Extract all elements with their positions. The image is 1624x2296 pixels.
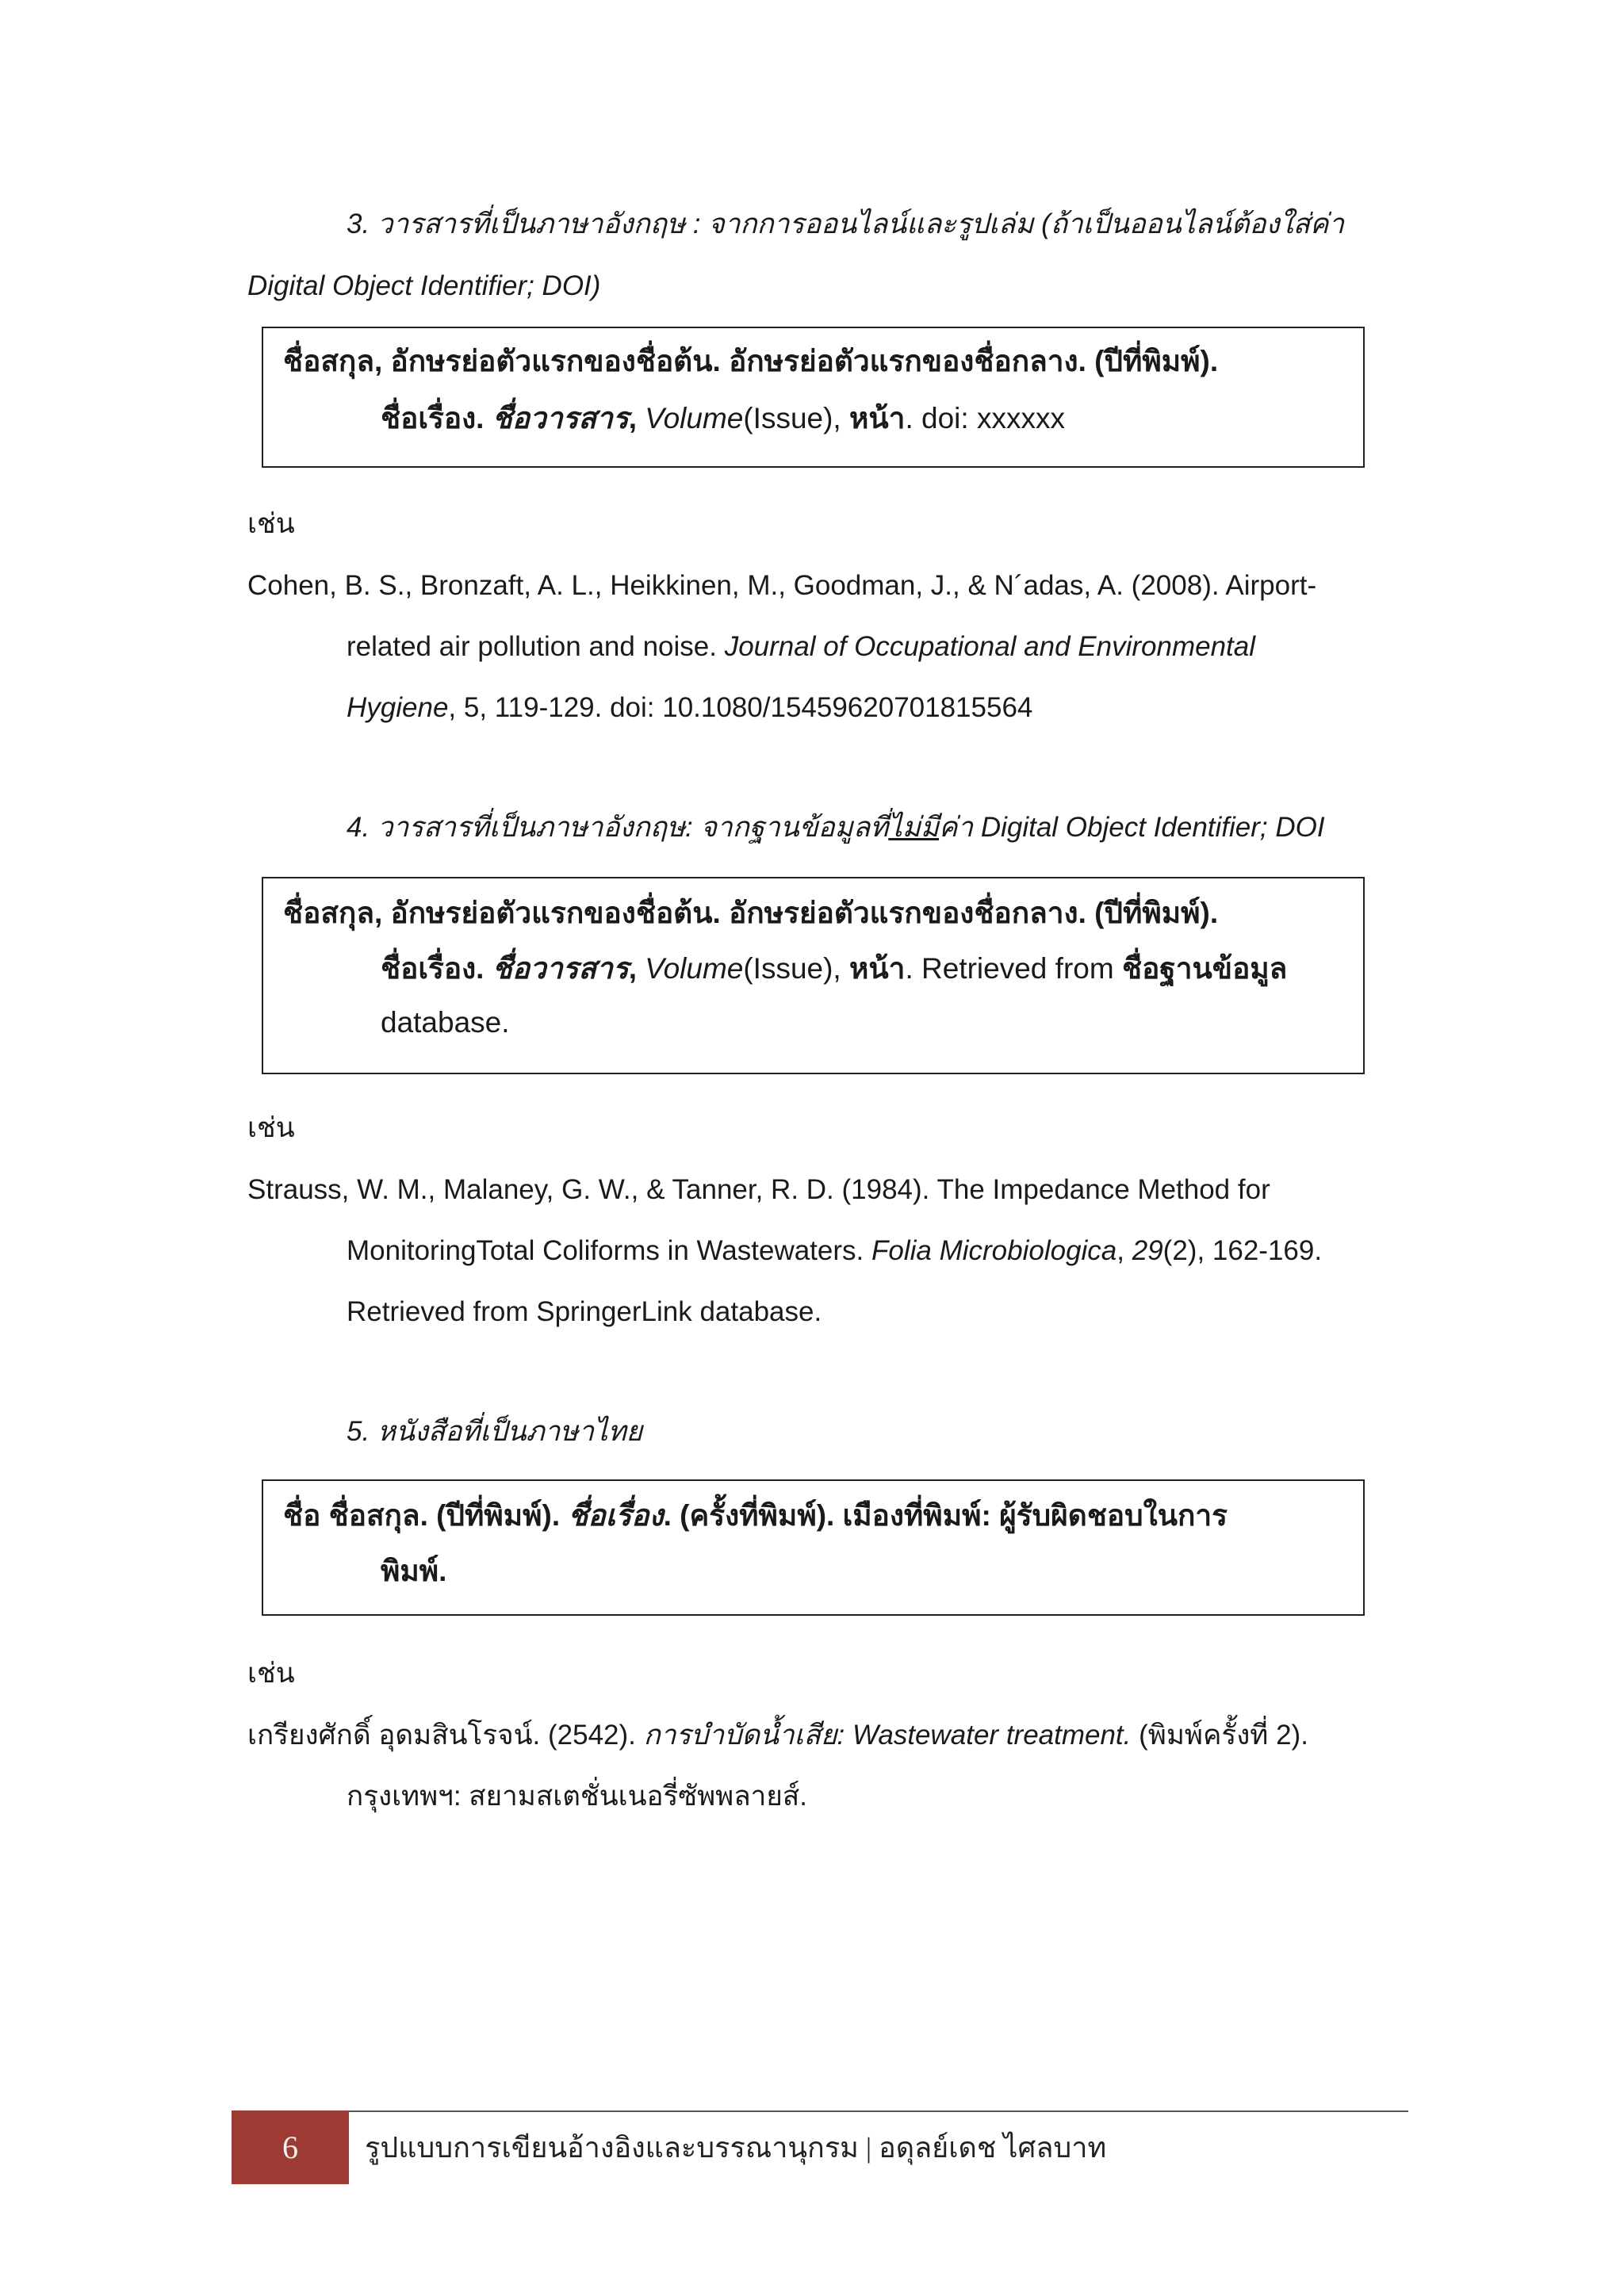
- author-year: ชื่อ ชื่อสกุล. (ปีที่พิมพ์).: [283, 1499, 569, 1532]
- format-line-2: [381, 951, 1287, 986]
- author-year: เกรียงศักดิ์ อุดมสินโรจน์. (2542).: [247, 1720, 644, 1751]
- footer-text: รูปแบบการเขียนอ้างอิงและบรรณานุกรม | อดุลย์เดช ไศลบาท: [365, 2132, 1107, 2164]
- separator: ,: [1116, 1235, 1132, 1266]
- example-5-line-1: [247, 1719, 1308, 1752]
- volume-placeholder: Volume: [645, 952, 744, 985]
- example-4-line-2: [347, 1234, 1322, 1268]
- example-3-line-2: [347, 630, 1255, 664]
- section-5-format-box: [262, 1479, 1365, 1616]
- format-line-3: database.: [381, 1006, 510, 1039]
- pages-placeholder: หน้า: [849, 402, 906, 434]
- format-line-1: ชื่อสกุล, อักษรย่อตัวแรกของชื่อต้น. อักษรย่อตัวแรกของชื่อกลาง. (ปีที่พิมพ์).: [283, 897, 1219, 929]
- separator: ,: [628, 952, 645, 985]
- example-3-line-1: Cohen, B. S., Bronzaft, A. L., Heikkinen, M., Goodman, J., & N´adas, A. (2008). Airport-: [247, 570, 1317, 601]
- issue-placeholder: (Issue),: [743, 402, 849, 434]
- edition-publisher: . (ครั้งที่พิมพ์). เมืองที่พิมพ์: ผู้รับผิดชอบในการ: [663, 1499, 1228, 1532]
- example-label: เช่น: [247, 1112, 295, 1143]
- section-5-heading: 5. หนังสือที่เป็นภาษาไทย: [347, 1416, 643, 1447]
- journal-placeholder: ชื่อวารสาร: [492, 402, 629, 434]
- database-placeholder: ชื่อฐานข้อมูล: [1121, 952, 1288, 985]
- journal-name: Folia Microbiologica: [871, 1235, 1117, 1266]
- journal-placeholder: ชื่อวารสาร: [492, 952, 629, 985]
- heading-part: 4. วารสารที่เป็นภาษาอังกฤษ: จากฐานข้อมูลที่: [347, 812, 889, 843]
- example-4-line-3: Retrieved from SpringerLink database.: [347, 1296, 822, 1327]
- doi-placeholder: . doi: xxxxxx: [905, 402, 1065, 434]
- title-placeholder: ชื่อเรื่อง.: [381, 402, 492, 434]
- article-title: MonitoringTotal Coliforms in Wastewaters.: [347, 1235, 871, 1266]
- article-title: related air pollution and noise.: [347, 631, 725, 662]
- page-number: 6: [282, 2130, 298, 2165]
- example-5-line-2: กรุงเทพฯ: สยามสเตชั่นเนอรี่ซัพพลายส์.: [347, 1781, 807, 1812]
- section-3-heading-cont: Digital Object Identifier; DOI): [247, 270, 601, 301]
- separator: ,: [628, 402, 645, 434]
- issue-pages: (2), 162-169.: [1162, 1235, 1323, 1266]
- pages-placeholder: หน้า: [849, 952, 906, 985]
- edition: (พิมพ์ครั้งที่ 2).: [1131, 1720, 1308, 1751]
- footer-rule: [349, 2110, 1408, 2112]
- volume-pages-doi: , 5, 119-129. doi: 10.1080/15459620701815564: [448, 692, 1033, 723]
- volume-placeholder: Volume: [645, 402, 744, 434]
- title-placeholder: ชื่อเรื่อง.: [381, 952, 492, 985]
- format-line-2: พิมพ์.: [381, 1555, 447, 1587]
- title-placeholder: ชื่อเรื่อง: [568, 1499, 664, 1532]
- heading-part: ค่า: [939, 812, 974, 843]
- example-label: เช่น: [247, 508, 295, 539]
- format-line-2: [381, 401, 1065, 436]
- volume-number: 29: [1132, 1235, 1163, 1266]
- heading-part: Digital Object Identifier; DOI: [973, 812, 1325, 843]
- example-4-line-1: Strauss, W. M., Malaney, G. W., & Tanner, R. D. (1984). The Impedance Method for: [247, 1174, 1270, 1205]
- section-3-format-box: [262, 327, 1365, 468]
- heading-underlined: ไม่มี: [888, 812, 940, 843]
- book-title: การบำบัดน้ำเสีย: Wastewater treatment.: [643, 1720, 1132, 1751]
- journal-name-cont: Hygiene: [347, 692, 449, 723]
- retrieved-from: . Retrieved from: [905, 952, 1122, 985]
- section-4-format-box: [262, 877, 1365, 1074]
- section-4-heading: [347, 811, 1325, 844]
- format-line-1: ชื่อสกุล, อักษรย่อตัวแรกของชื่อต้น. อักษรย่อตัวแรกของชื่อกลาง. (ปีที่พิมพ์).: [283, 345, 1219, 377]
- format-line-1: [283, 1498, 1228, 1533]
- example-label: เช่น: [247, 1658, 295, 1689]
- section-3-heading: 3. วารสารที่เป็นภาษาอังกฤษ : จากการออนไลน์และรูปเล่ม (ถ้าเป็นออนไลน์ต้องใส่ค่า: [347, 209, 1345, 239]
- journal-name: Journal of Occupational and Environmental: [724, 631, 1256, 662]
- issue-placeholder: (Issue),: [743, 952, 849, 985]
- example-3-line-3: [347, 691, 1032, 725]
